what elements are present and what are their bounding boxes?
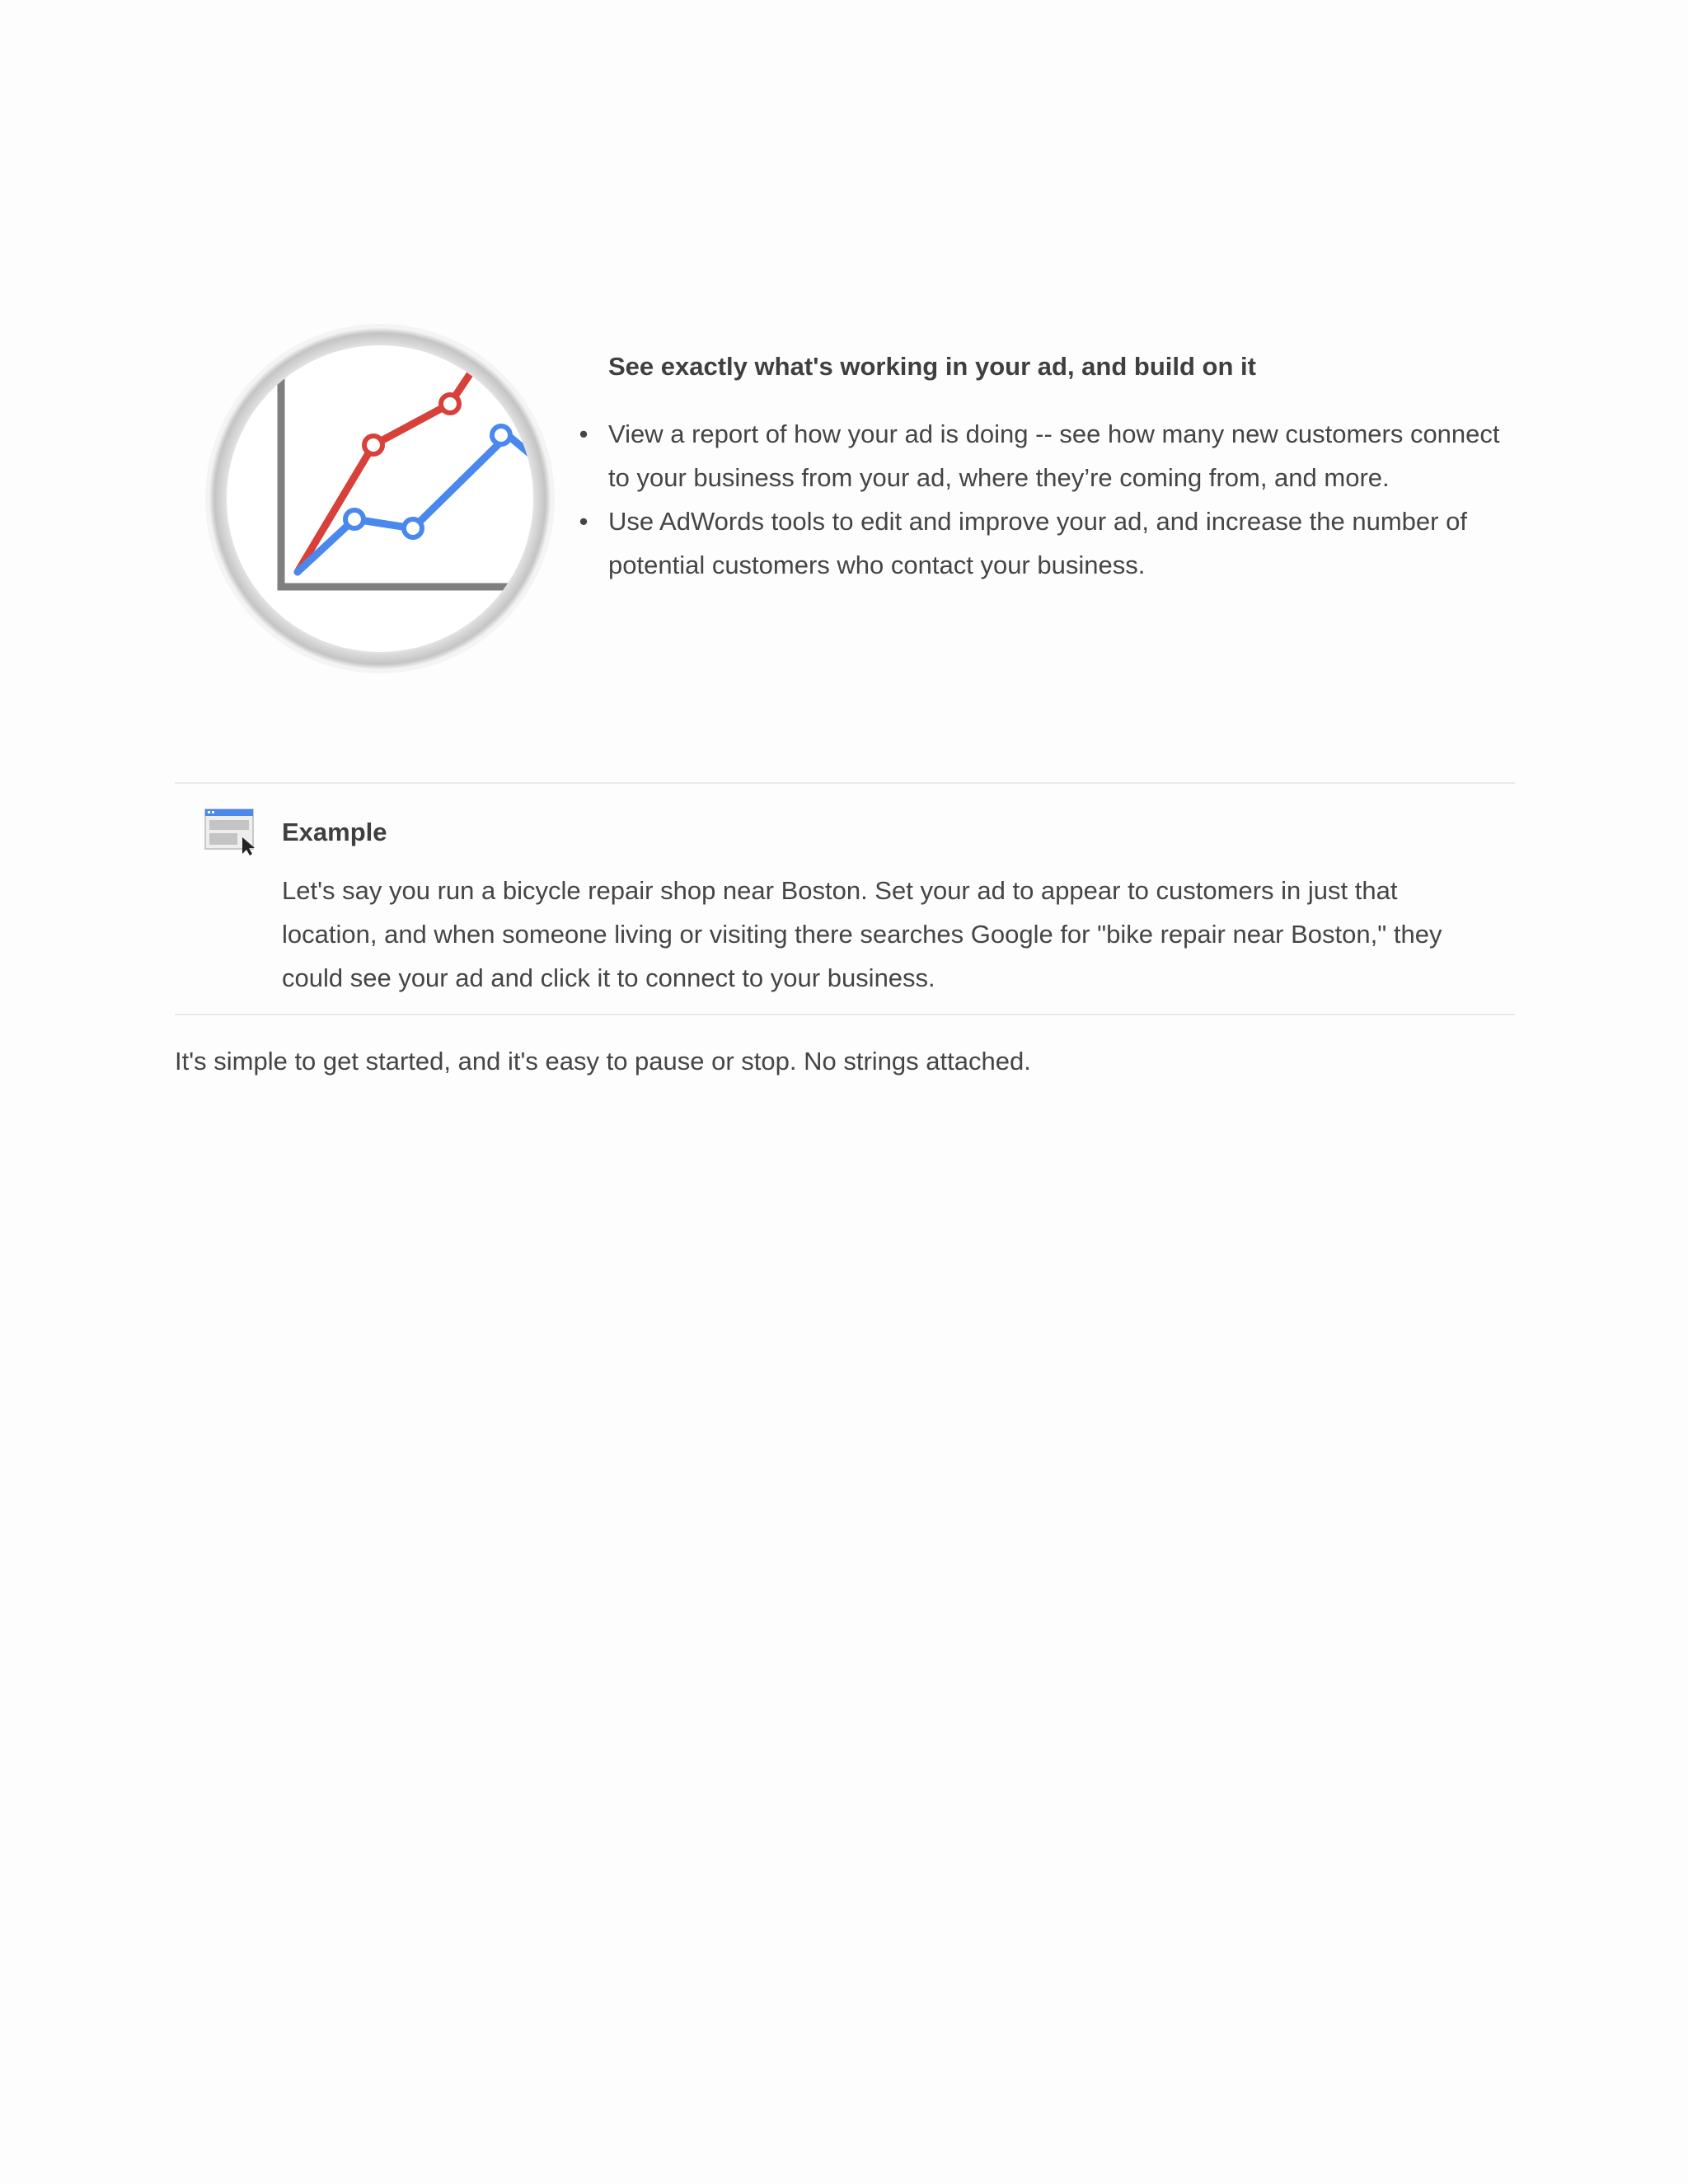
browser-window-cursor-icon <box>204 808 259 855</box>
bullet-text: Use AdWords tools to edit and improve your ad, and increase the number of potential customers who contact your business. <box>608 507 1467 579</box>
bullet-icon: • <box>579 419 588 448</box>
example-body: Let's say you run a bicycle repair shop near Boston. Set your ad to appear to customers in just that location, and when someone living or visiting there searches Google for "bike repair near Boston," they could see your ad and click it to connect to your business. <box>282 876 1442 992</box>
bullet-text: View a report of how your ad is doing -- see how many new customers connect to your business from your ad, where they’re coming from, and more. <box>608 419 1500 492</box>
example-box <box>175 782 1515 1015</box>
feature-section <box>579 346 1527 587</box>
closing-text: It's simple to get started, and it's easy to pause or stop. No strings attached. <box>175 1047 1031 1076</box>
feature-heading: See exactly what's working in your ad, and build on it <box>608 352 1256 381</box>
list-item <box>579 412 1527 499</box>
feature-bullet-list <box>579 412 1527 587</box>
line-chart-icon <box>203 321 557 676</box>
bullet-icon: • <box>579 507 588 536</box>
list-item <box>579 499 1527 587</box>
example-title: Example <box>282 818 387 846</box>
